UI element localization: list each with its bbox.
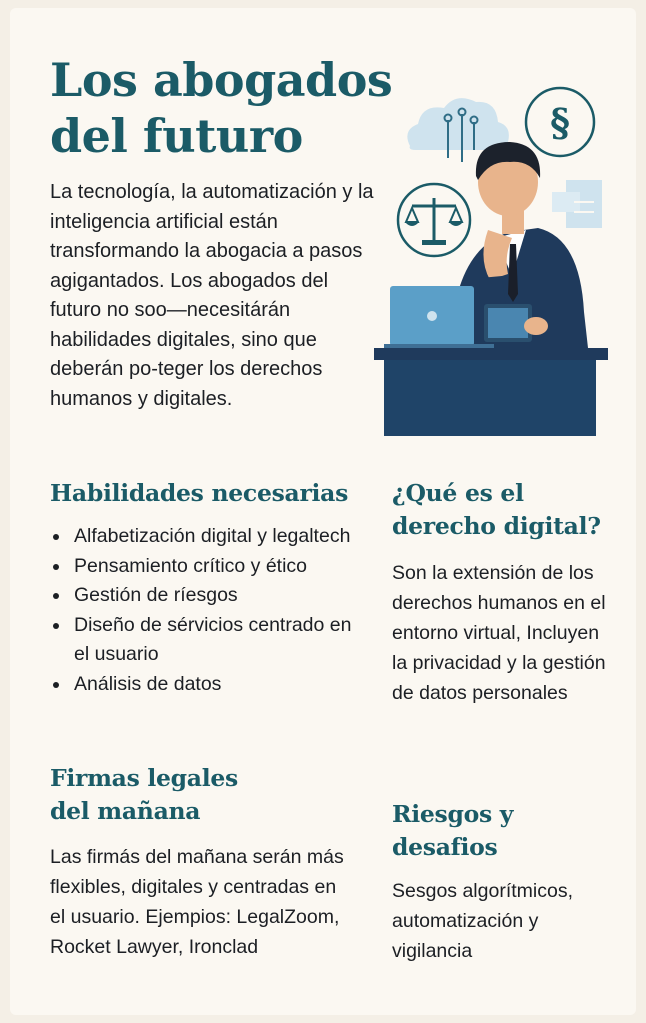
digital-law-heading-line-2: derecho digital? (392, 512, 601, 540)
desk (374, 348, 608, 436)
risks-paragraph: Sesgos algorítmicos, automatización y vigilancia (392, 880, 573, 962)
section-sign-icon (526, 88, 594, 156)
digital-law-paragraph: Son la extensión de los derechos humanos en el entorno virtual, Incluyen la privacidad y la gestión de datos personales (392, 562, 606, 704)
title-line-1: Los abogados (50, 53, 393, 107)
risks-heading-line-2: desafios (392, 833, 498, 861)
scales-icon (398, 184, 470, 256)
section-symbol: § (550, 100, 570, 145)
title-line-2: del futuro (50, 109, 303, 163)
lawyer-illustration (370, 80, 620, 440)
firms-heading-line-1: Firmas legales (50, 764, 238, 792)
skills-heading: Habilidades necesarias (50, 479, 349, 507)
list-item: Diseño de sérvicios centrado en el usuario (50, 611, 370, 670)
firms-heading (50, 762, 238, 828)
list-item: Alfabetización digital y legaltech (50, 522, 370, 552)
intro-paragraph: La tecnología, la automatización y la inteligencia artificial están transformando la abogacia a pasos agigantados. Los abogados del futuro no soo—necesitárán habilidades digitales, sino que deberán po-teger los derechos humanos y digitales. (50, 181, 374, 410)
document-icon (552, 180, 602, 228)
list-item: Análisis de datos (50, 670, 370, 700)
list-item: Pensamiento crítico y ético (50, 552, 370, 582)
digital-law-heading-line-1: ¿Qué es el (392, 479, 524, 507)
firms-paragraph: Las firmás del mañana serán más flexibles, digitales y centradas en el usuario. Ejempios: LegalZoom, Rocket Lawyer, Ironclad (50, 846, 344, 958)
firms-heading-line-2: del mañana (50, 797, 201, 825)
list-item: Gestión de ríesgos (50, 581, 370, 611)
risks-heading (392, 798, 513, 864)
risks-heading-line-1: Riesgos y (392, 800, 514, 828)
skills-list (50, 522, 370, 699)
page-title (50, 52, 392, 164)
digital-law-heading (392, 477, 601, 543)
